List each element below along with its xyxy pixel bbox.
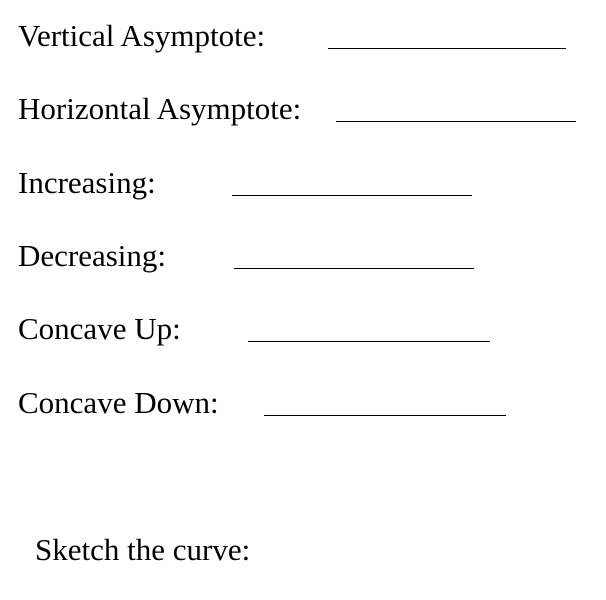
- increasing-answer-line[interactable]: [232, 195, 472, 196]
- concave-up-label: Concave Up:: [18, 311, 181, 346]
- decreasing-label: Decreasing:: [18, 238, 167, 273]
- horizontal-asymptote-answer-line[interactable]: [336, 121, 576, 122]
- concave-down-row: [18, 385, 598, 425]
- horizontal-asymptote-label: Horizontal Asymptote:: [18, 91, 302, 126]
- increasing-label: Increasing:: [18, 165, 156, 200]
- vertical-asymptote-answer-line[interactable]: [328, 48, 566, 49]
- concave-up-answer-line[interactable]: [248, 341, 490, 342]
- horizontal-asymptote-row: [18, 91, 598, 131]
- vertical-asymptote-label: Vertical Asymptote:: [18, 18, 266, 53]
- concave-up-row: [18, 311, 598, 351]
- increasing-row: [18, 165, 598, 205]
- concave-down-answer-line[interactable]: [264, 415, 506, 416]
- concave-down-label: Concave Down:: [18, 385, 219, 420]
- sketch-prompt: Sketch the curve:: [35, 532, 251, 567]
- vertical-asymptote-row: [18, 18, 598, 58]
- decreasing-row: [18, 238, 598, 278]
- decreasing-answer-line[interactable]: [234, 268, 474, 269]
